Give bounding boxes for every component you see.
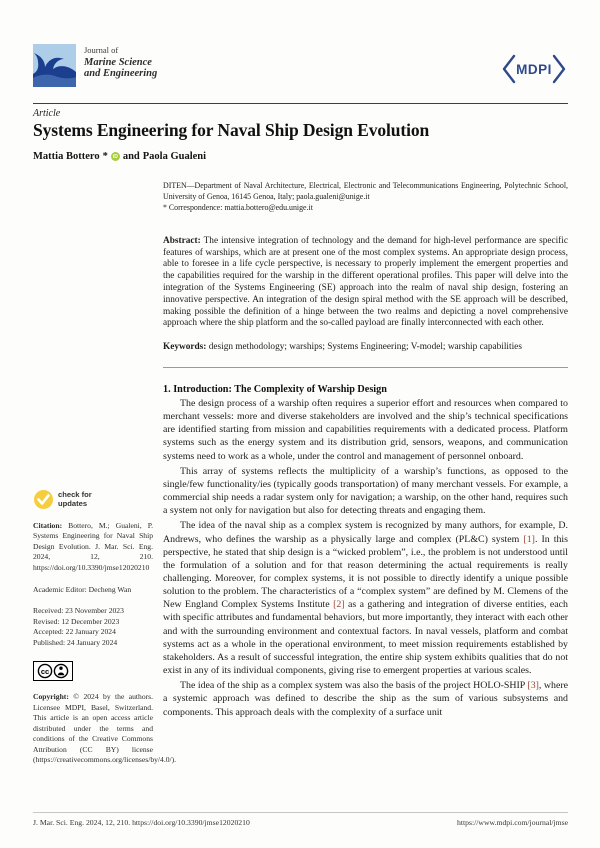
article-type-label: Article bbox=[33, 108, 61, 119]
footer-divider bbox=[33, 812, 568, 813]
journal-logo-text bbox=[84, 44, 157, 80]
copyright-label: Copyright: bbox=[33, 692, 69, 702]
revised-date: Revised: 12 December 2023 bbox=[33, 616, 120, 626]
citation-block bbox=[33, 521, 153, 573]
page-header bbox=[33, 44, 568, 92]
check-for-updates-icon bbox=[33, 489, 54, 510]
authors-connector: and bbox=[122, 151, 140, 162]
intro-paragraph-1: The design process of a warship often requires a superior effort and resources when compared to merchant vessels: more and diverse stakeholders are involved and the ship’s technical specifications are identified starting from mission and capabilities requirements with a dedicated process. Platform systems such as the energy system and its distribution grid, sensors, weapons, and communication systems need to work as a whole, under the control and management of personnel onboard. bbox=[163, 397, 568, 462]
section-1-heading: 1. Introduction: The Complexity of Warship Design bbox=[163, 383, 387, 395]
sidebar bbox=[33, 489, 177, 773]
mdpi-logo[interactable] bbox=[500, 52, 568, 91]
journal-name-line2: and Engineering bbox=[84, 68, 158, 79]
dates-block bbox=[33, 606, 153, 648]
journal-logo[interactable] bbox=[33, 44, 157, 87]
copyright-text: © 2024 by the authors. Licensee MDPI, Basel, Switzerland. This article is an open access article distributed under the terms and conditions of the Creative Commons Attribution (CC BY) license (https://creativecommons.org/licenses/by/4.0/). bbox=[33, 692, 177, 764]
check-for-updates-label: check for updates bbox=[58, 490, 92, 508]
intro-paragraph-2: This array of systems reflects the multiplicity of a warship’s functions, as opposed to the single/few functionality/ies (typically goods transportation) of many merchant vessels. For example, a commercial ship needs a radar system only for navigation; a warship, on the other hand, requires such a system not only for navigation but also for detecting threats and engaging them. bbox=[163, 465, 568, 517]
abstract-text: The intensive integration of technology and the demand for high-level performance are specific features of warships, which are at present one of the most complex systems. An appropriate design process, able to foresee in a life cycle perspective, is necessary to properly implement the emergent properties and the capabilities required for the warship in the different operational profiles. This paper will delve into the integration of the Systems Engineering (SE) approach into the realm of naval ship design, fostering an innovative perspective. An integration of the design spiral method with the SE approach will be described, making possible the definition of a hinge between the two realms and depicting a novel comprehensive approach where the ship platform and the so-called payload are finally interconnected with each other. bbox=[163, 235, 568, 329]
journal-name-line1: Marine Science bbox=[84, 56, 152, 68]
accepted-date: Accepted: 22 January 2024 bbox=[33, 627, 116, 637]
correspondence-asterisk: * bbox=[102, 151, 108, 162]
abstract-label: Abstract: bbox=[163, 235, 201, 246]
affiliation: DITEN—Department of Naval Architecture, Electrical, Electronic and Telecommunications Engineering, Polytechnic School, University of Genoa, 16145 Genoa, Italy; paola.gualeni@unige.it bbox=[163, 181, 568, 201]
journal-of-label: Journal of bbox=[84, 45, 119, 55]
citation-text: Bottero, M.; Gualeni, P. Systems Engineering for Naval Ship Design Evolution. J. Mar. Sci. Eng. 2024, 12, 210. https://doi.org/10.3390/jmse12020210 bbox=[33, 521, 153, 572]
svg-text:cc: cc bbox=[40, 667, 50, 677]
correspondence-line: * Correspondence: mattia.bottero@edu.unige.it bbox=[163, 203, 313, 213]
page-title: Systems Engineering for Naval Ship Design Evolution bbox=[33, 120, 430, 140]
authors-line bbox=[33, 151, 206, 162]
author-2: Paola Gualeni bbox=[142, 151, 207, 162]
check-for-updates-button[interactable] bbox=[33, 489, 153, 510]
journal-wave-icon bbox=[33, 44, 76, 87]
footer-citation[interactable]: J. Mar. Sci. Eng. 2024, 12, 210. https://doi.org/10.3390/jmse12020210 bbox=[33, 818, 250, 827]
cc-by-badge[interactable] bbox=[33, 661, 153, 684]
header-divider bbox=[33, 103, 568, 104]
published-date: Published: 24 January 2024 bbox=[33, 637, 118, 647]
intro-paragraph-4: The idea of the ship as a complex system was also the basis of the project HOLO-SHIP [3], where a systemic approach was defined to describe the ship as the sum of various subsystems and components. This approach deals with the complexity of a surface unit bbox=[163, 680, 569, 718]
cc-by-icon bbox=[33, 661, 73, 681]
main-content bbox=[163, 181, 568, 719]
keywords-divider bbox=[163, 367, 568, 368]
academic-editor: Academic Editor: Decheng Wan bbox=[33, 585, 132, 595]
received-date: Received: 23 November 2023 bbox=[33, 606, 124, 616]
svg-text:MDPI: MDPI bbox=[516, 62, 552, 77]
keywords-block bbox=[163, 342, 568, 354]
abstract-block bbox=[163, 236, 568, 330]
keywords-label: Keywords: bbox=[163, 342, 207, 353]
orcid-icon[interactable]: iD bbox=[112, 153, 118, 160]
keywords-text: design methodology; warships; Systems Engineering; V-model; warship capabilities bbox=[206, 342, 522, 353]
author-1: Mattia Bottero bbox=[33, 151, 100, 162]
mdpi-logo-icon bbox=[500, 52, 568, 86]
intro-paragraph-3: The idea of the naval ship as a complex system is recognized by many authors, for example, D. Andrews, who defines the warship as a physically large and complex (PL&C) system [1]. In this perspective, he stated that ship design is a “wicked problem”, i.e., the problem is not understood until the formulation of a solution and for that reason determining the actual requirements is really challenging. Moreover, for complex systems, it is not possible to directly identify a unique possible solution to the problem. The characteristics of a “complex system” are defined by M. Clemens of the New England Complex Systems Institute [2] as a gathering and integration of diverse entities, each with specific attributes and fundamental behaviors, but more importantly, they interact with each other and with the surrounding environment and contextual factors. In naval vessels, platform and combat systems act as a whole in the operational environment, to meet mission requirements established by stakeholders. As a result of successful integration, the entire ship system exhibits qualities that do not exist in any of its individual components, giving rise to emergent properties at various scales. bbox=[163, 520, 568, 677]
copyright-block bbox=[33, 692, 177, 765]
footer-journal-url[interactable]: https://www.mdpi.com/journal/jmse bbox=[457, 818, 568, 827]
citation-label: Citation: bbox=[33, 521, 63, 530]
